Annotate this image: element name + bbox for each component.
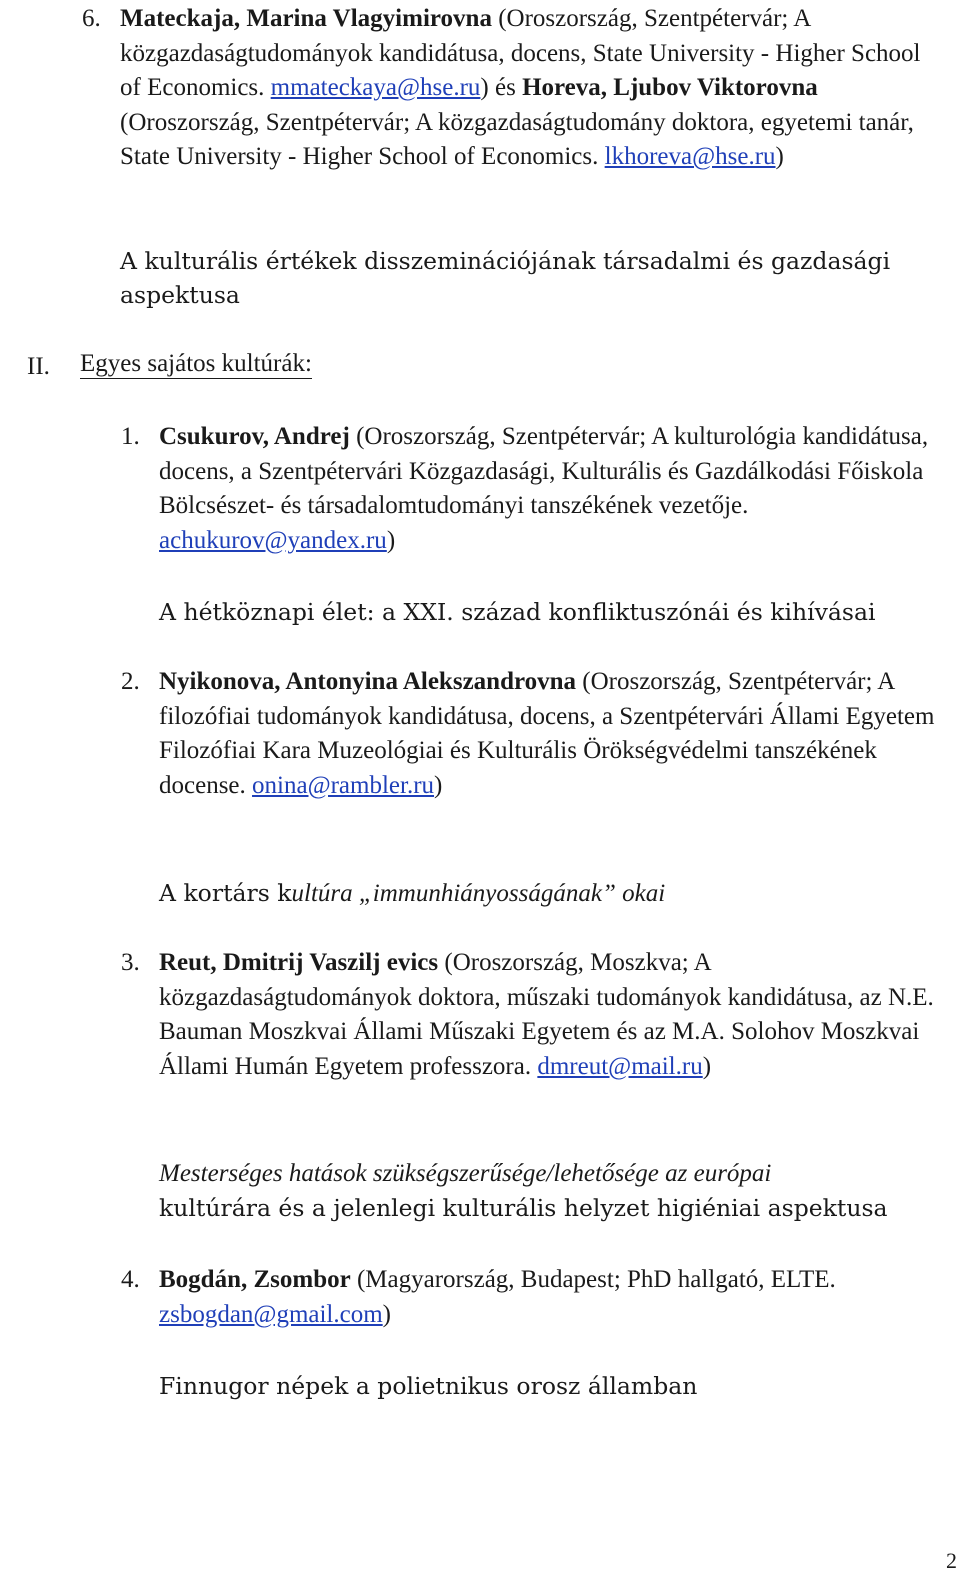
entry-6 xyxy=(82,2,952,175)
author-email-link[interactable]: zsbogdan@gmail.com xyxy=(159,1300,383,1328)
section-title: Egyes sajátos kultúrák: xyxy=(80,350,312,377)
talk-title: A hétköznapi élet: a XXI. század konfliktuszónái és kihívásai xyxy=(159,598,876,626)
author-email-link[interactable]: mmateckaya@hse.ru xyxy=(270,74,481,101)
entry-text: Mateckaja, Marina Vlagyimirovna (Oroszország, Szentpétervár; A közgazdaságtudományok kandidátusa, docens, State University - Higher School of Economics. mmateckaya@hse.ru) és Horeva, Ljubov Viktorovna (Oroszország, Szentpétervár; A közgazdaságtudomány doktora, egyetemi tanár, State University - Higher School of Economics. lkhoreva@hse.ru) xyxy=(120,5,921,170)
entry-1 xyxy=(121,420,953,558)
author-email-link[interactable]: onina@rambler.ru xyxy=(252,771,435,799)
talk-title: A kortárs kultúra „immunhiányosságának” okai xyxy=(159,879,666,907)
author-affiliation: (Oroszország, Moszkva; A közgazdaságtudományok doktora, műszaki tudományok kandidátusa, az N.E. Bauman Moszkvai Állami Műszaki Egyetem és az M.A. Solohov Moszkvai Állami Humán Egyetem professzora. xyxy=(159,949,934,1080)
section-number: II. xyxy=(27,353,50,380)
talk-title: Mesterséges hatások szükségszerűsége/lehetősége az európai kultúrára és a jelenlegi kulturális helyzet higiéniai aspektusa xyxy=(159,1160,888,1222)
author-name: Mateckaja, Marina Vlagyimirovna xyxy=(120,5,492,32)
author-name: Horeva, Ljubov Viktorovna xyxy=(522,74,818,101)
author-email-link[interactable]: lkhoreva@hse.ru xyxy=(604,143,776,170)
entry-text: Nyikonova, Antonyina Alekszandrovna (Oroszország, Szentpétervár; A filozófiai tudományok kandidátusa, docens, a Szentpétervári Állami Egyetem Filozófiai Kara Muzeológiai és Kulturális Örökségvédelmi tanszékének docense. onina@rambler.ru) xyxy=(159,668,935,799)
author-name: Reut, Dmitrij Vaszilj evics xyxy=(159,949,439,976)
entry-3 xyxy=(121,946,953,1084)
entry-text: Csukurov, Andrej (Oroszország, Szentpétervár; A kulturológia kandidátusa, docens, a Szentpétervári Közgazdasági, Kulturális és Gazdálkodási Főiskola Bölcsészet- és társadalomtudományi tanszékének vezetője. achukurov@yandex.ru) xyxy=(159,423,929,554)
author-affiliation: (Oroszország, Szentpétervár; A közgazdaságtudományok kandidátusa, docens, State University - Higher School of Economics. xyxy=(120,5,921,101)
author-email-link[interactable]: dmreut@mail.ru xyxy=(537,1052,703,1080)
author-name: Bogdán, Zsombor xyxy=(159,1266,351,1293)
author-affiliation: (Oroszország, Szentpétervár; A filozófiai tudományok kandidátusa, docens, a Szentpétervári Állami Egyetem Filozófiai Kara Muzeológiai és Kulturális Örökségvédelmi tanszékének docense. xyxy=(159,668,935,799)
author-name: Nyikonova, Antonyina Alekszandrovna xyxy=(159,668,577,695)
entry-text: Reut, Dmitrij Vaszilj evics (Oroszország, Moszkva; A közgazdaságtudományok doktora, műszaki tudományok kandidátusa, az N.E. Bauman Moszkvai Állami Műszaki Egyetem és az M.A. Solohov Moszkvai Állami Humán Egyetem professzora. dmreut@mail.ru) xyxy=(159,949,934,1080)
entry-2 xyxy=(121,665,953,803)
entry-number: 6. xyxy=(82,5,101,32)
author-name: Csukurov, Andrej xyxy=(159,423,350,450)
talk-title: A kulturális értékek disszeminációjának társadalmi és gazdasági aspektusa xyxy=(120,247,891,309)
author-affiliation: (Magyarország, Budapest; PhD hallgató, ELTE. xyxy=(350,1266,836,1293)
entry-number: 2. xyxy=(121,668,140,695)
author-affiliation: (Oroszország, Szentpétervár; A kulturológia kandidátusa, docens, a Szentpétervári Közgazdasági, Kulturális és Gazdálkodási Főiskola Bölcsészet- és társadalomtudományi tanszékének vezetője. xyxy=(159,423,929,519)
page-number: 2 xyxy=(946,1548,957,1573)
entry-number: 3. xyxy=(121,949,140,976)
author-email-link[interactable]: achukurov@yandex.ru xyxy=(159,526,387,554)
entry-number: 1. xyxy=(121,423,140,450)
author-affiliation: (Oroszország, Szentpétervár; A közgazdaságtudomány doktora, egyetemi tanár, State University - Higher School of Economics. xyxy=(120,108,914,170)
talk-title: Finnugor népek a polietnikus orosz államban xyxy=(159,1372,698,1400)
entry-number: 4. xyxy=(121,1266,140,1293)
entry-text: Bogdán, Zsombor (Magyarország, Budapest; PhD hallgató, ELTE. zsbogdan@gmail.com) xyxy=(159,1266,836,1328)
entry-4 xyxy=(121,1263,953,1332)
